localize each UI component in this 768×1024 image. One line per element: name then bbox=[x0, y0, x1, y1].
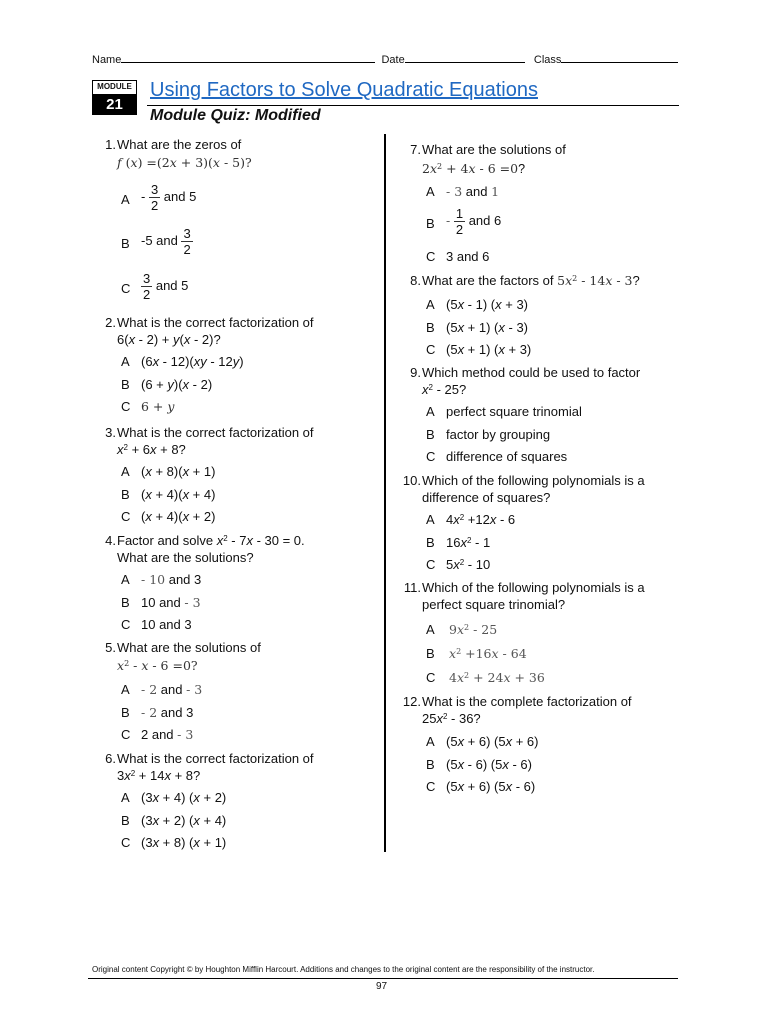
question-text: What is the correct factorization of bbox=[117, 315, 314, 330]
option-value: -5 and $\frac{3}{2}$ bbox=[141, 226, 191, 257]
page-subtitle: Module Quiz: Modified bbox=[150, 107, 321, 124]
question-text: Which method could be used to factor bbox=[422, 365, 641, 380]
question-expression: $25x^2 - 36$? bbox=[422, 711, 481, 726]
question-text: Factor and solve $x^2 - 7x - 30 = 0$. bbox=[117, 533, 305, 548]
module-number: 21 bbox=[92, 95, 137, 115]
date-label: Date bbox=[381, 54, 405, 66]
question-text: What are the solutions of bbox=[422, 142, 566, 157]
question-text: Which of the following polynomials is a bbox=[422, 473, 645, 488]
name-blank[interactable] bbox=[121, 52, 375, 63]
class-blank[interactable] bbox=[561, 52, 678, 63]
question-subtext: difference of squares? bbox=[422, 490, 551, 505]
footer-rule bbox=[88, 978, 678, 979]
question-expression: $x^2 - 25$? bbox=[422, 382, 467, 397]
question-text: Which of the following polynomials is a bbox=[422, 580, 645, 595]
question-text: What is the correct factorization of bbox=[117, 425, 314, 440]
question-text: What are the zeros of bbox=[117, 137, 242, 152]
option-value: - $\frac{3}{2}$ and 5 bbox=[141, 182, 197, 213]
question-subtext: perfect square trinomial? bbox=[422, 597, 566, 612]
question-expression: $3x^2 + 14x + 8$? bbox=[117, 768, 201, 783]
question-expression: $x^2 + 6x + 8$? bbox=[117, 442, 186, 457]
header-line bbox=[92, 52, 678, 66]
question-text: What is the complete factorization of bbox=[422, 694, 632, 709]
question-expression: 6(x - 2) + y(x - 2)? bbox=[117, 332, 221, 347]
module-badge bbox=[92, 80, 137, 115]
page-number: 97 bbox=[376, 981, 388, 992]
page-title: Using Factors to Solve Quadratic Equations bbox=[150, 79, 538, 101]
question-text: What is the correct factorization of bbox=[117, 751, 314, 766]
module-label: MODULE bbox=[92, 80, 137, 95]
question-expression: $2x^2 + 4x - 6 =0$? bbox=[422, 161, 526, 176]
question-number: 1. bbox=[105, 137, 116, 152]
question-expression: $x^2 - x - 6 =0$? bbox=[117, 658, 198, 673]
question-subtext: What are the solutions? bbox=[117, 550, 254, 565]
question-text: What are the factors of $5x^2 - 14x - 3$? bbox=[422, 273, 640, 288]
date-blank[interactable] bbox=[405, 52, 525, 63]
question-text: What are the solutions of bbox=[117, 640, 261, 655]
question-expression: f (x) =(2x + 3)(x - 5)? bbox=[117, 155, 252, 170]
title-rule bbox=[147, 105, 679, 106]
name-label: Name bbox=[92, 54, 122, 66]
option-value: $\frac{3}{2}$ and 5 bbox=[143, 271, 189, 302]
class-label: Class bbox=[533, 54, 562, 66]
column-divider bbox=[384, 134, 386, 852]
copyright-notice: Original content Copyright © by Houghton Mifflin Harcourt. Additions and changes to the original content are the responsibility of the instructor. bbox=[92, 965, 595, 974]
